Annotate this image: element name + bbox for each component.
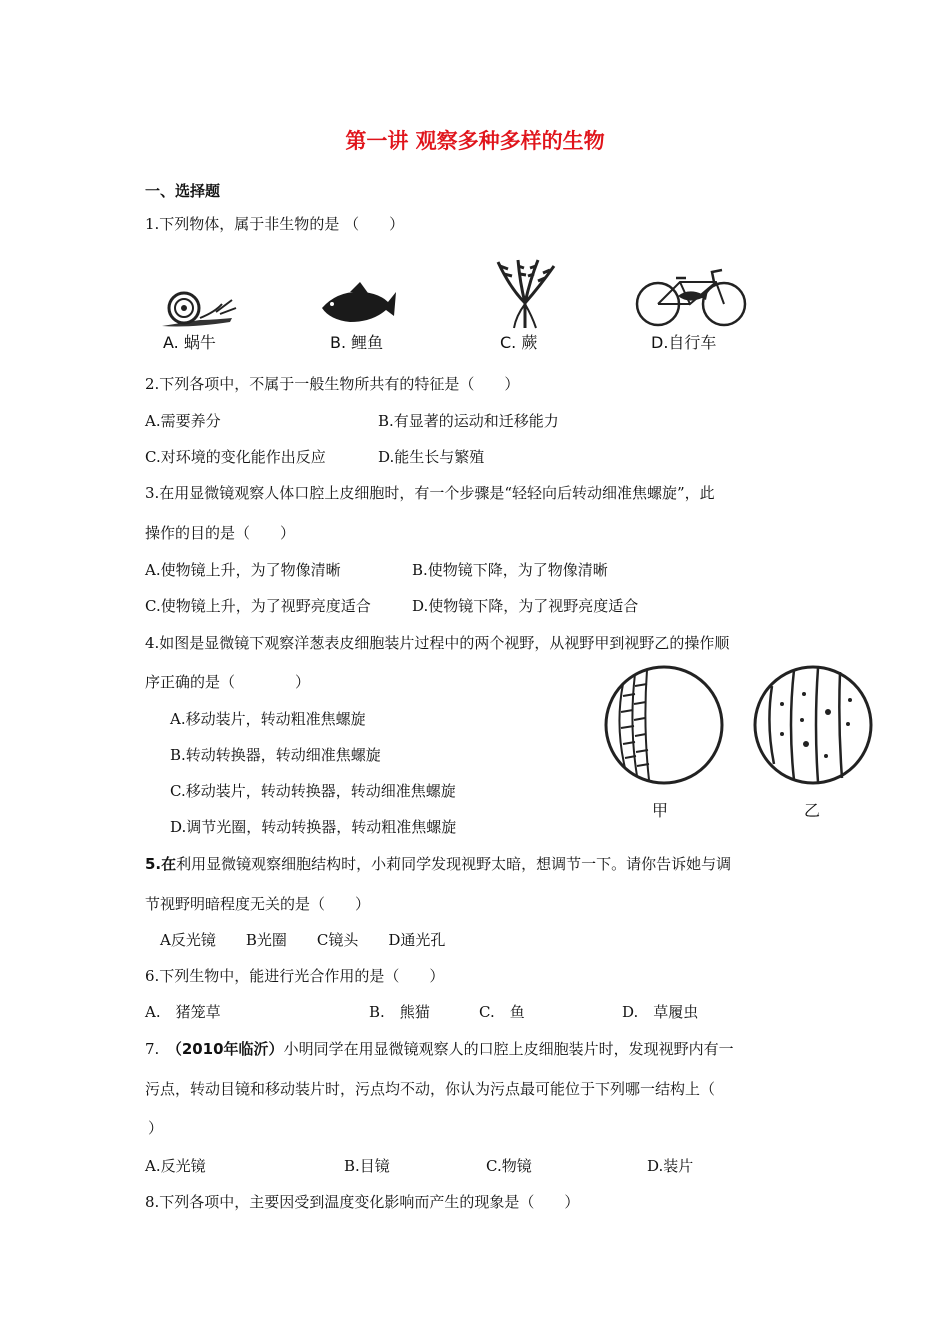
question-5-stem-line1 [145, 853, 731, 874]
question-2-option-a: A.需要养分 [145, 412, 221, 430]
section-heading: 一、选择题 [145, 182, 221, 200]
question-6-option-a: A. 猪笼草 [145, 1003, 221, 1021]
question-4-stem-line1: 4.如图是显微镜下观察洋葱表皮细胞装片过程中的两个视野，从视野甲到视野乙的操作顺 [145, 634, 730, 652]
question-7-text: 小明同学在用显微镜观察人的口腔上皮细胞装片时，发现视野内有一 [283, 1040, 734, 1058]
question-4-option-a: A.移动装片，转动粗准焦螺旋 [170, 710, 366, 728]
page-title: 第一讲 观察多种多样的生物 [345, 129, 605, 153]
field-jia-label: 甲 [652, 801, 669, 820]
question-1-stem: 1.下列物体，属于非生物的是 （ ） [145, 215, 405, 233]
question-6-option-b: B. 熊猫 [369, 1003, 430, 1021]
option-d-caption: D.自行车 [651, 333, 717, 352]
question-4-option-b: B.转动转换器，转动细准焦螺旋 [170, 746, 381, 764]
question-5-text: 利用显微镜观察细胞结构时，小莉同学发现视野太暗，想调节一下。请你告诉她与调 [176, 855, 732, 873]
question-5-number: 5.在 [145, 855, 177, 873]
option-a-caption: A. 蜗牛 [163, 333, 216, 352]
question-4-option-c: C.移动装片，转动转换器，转动细准焦螺旋 [170, 782, 456, 800]
question-2-option-d: D.能生长与繁殖 [378, 448, 485, 466]
snail-icon [160, 290, 240, 330]
question-5-stem-line2: 节视野明暗程度无关的是（ ） [145, 895, 371, 913]
field-yi-icon [752, 664, 874, 786]
field-jia-icon [603, 664, 725, 786]
question-8-stem: 8.下列各项中，主要因受到温度变化影响而产生的现象是（ ） [145, 1193, 580, 1211]
question-4-option-d: D.调节光圈，转动转换器，转动粗准焦螺旋 [170, 818, 457, 836]
question-3-option-d: D.使物镜下降，为了视野亮度适合 [412, 597, 639, 615]
option-b-caption: B. 鲤鱼 [330, 333, 384, 352]
question-3-option-b: B.使物镜下降，为了物像清晰 [412, 561, 608, 579]
question-7-option-b: B.目镜 [344, 1157, 390, 1175]
question-2-option-c: C.对环境的变化能作出反应 [145, 448, 326, 466]
question-7-option-d: D.装片 [647, 1157, 694, 1175]
question-6-option-c: C. 鱼 [479, 1003, 525, 1021]
question-7-number: 7. [145, 1040, 175, 1058]
question-3-option-c: C.使物镜上升，为了视野亮度适合 [145, 597, 371, 615]
carp-icon [320, 282, 398, 328]
question-3-stem-line1: 3.在用显微镜观察人体口腔上皮细胞时，有一个步骤是“轻轻向后转动细准焦螺旋”，此 [145, 484, 715, 502]
question-5-options: A反光镜 B光圈 C镜头 D通光孔 [160, 931, 446, 949]
question-7-option-a: A.反光镜 [145, 1157, 206, 1175]
question-2-stem: 2.下列各项中，不属于一般生物所共有的特征是（ ） [145, 375, 520, 393]
question-6-stem: 6.下列生物中，能进行光合作用的是（ ） [145, 967, 445, 985]
question-3-option-a: A.使物镜上升，为了物像清晰 [145, 561, 341, 579]
question-7-source: （2010年临沂） [174, 1040, 284, 1058]
question-3-stem-line2: 操作的目的是（ ） [145, 524, 296, 542]
question-4-stem-line2: 序正确的是（ ） [145, 673, 311, 691]
question-7-stem-line3: ） [148, 1119, 164, 1137]
question-7-stem-line1 [145, 1038, 734, 1059]
question-7-stem-line2: 污点，转动目镜和移动装片时，污点均不动，你认为污点最可能位于下列哪一结构上（ [145, 1080, 716, 1098]
field-yi-label: 乙 [804, 801, 821, 820]
question-2-option-b: B.有显著的运动和迁移能力 [378, 412, 559, 430]
question-6-option-d: D. 草履虫 [622, 1003, 699, 1021]
fern-icon [490, 258, 560, 328]
bicycle-icon [636, 266, 748, 328]
question-7-option-c: C.物镜 [486, 1157, 532, 1175]
option-c-caption: C. 蕨 [500, 333, 538, 352]
